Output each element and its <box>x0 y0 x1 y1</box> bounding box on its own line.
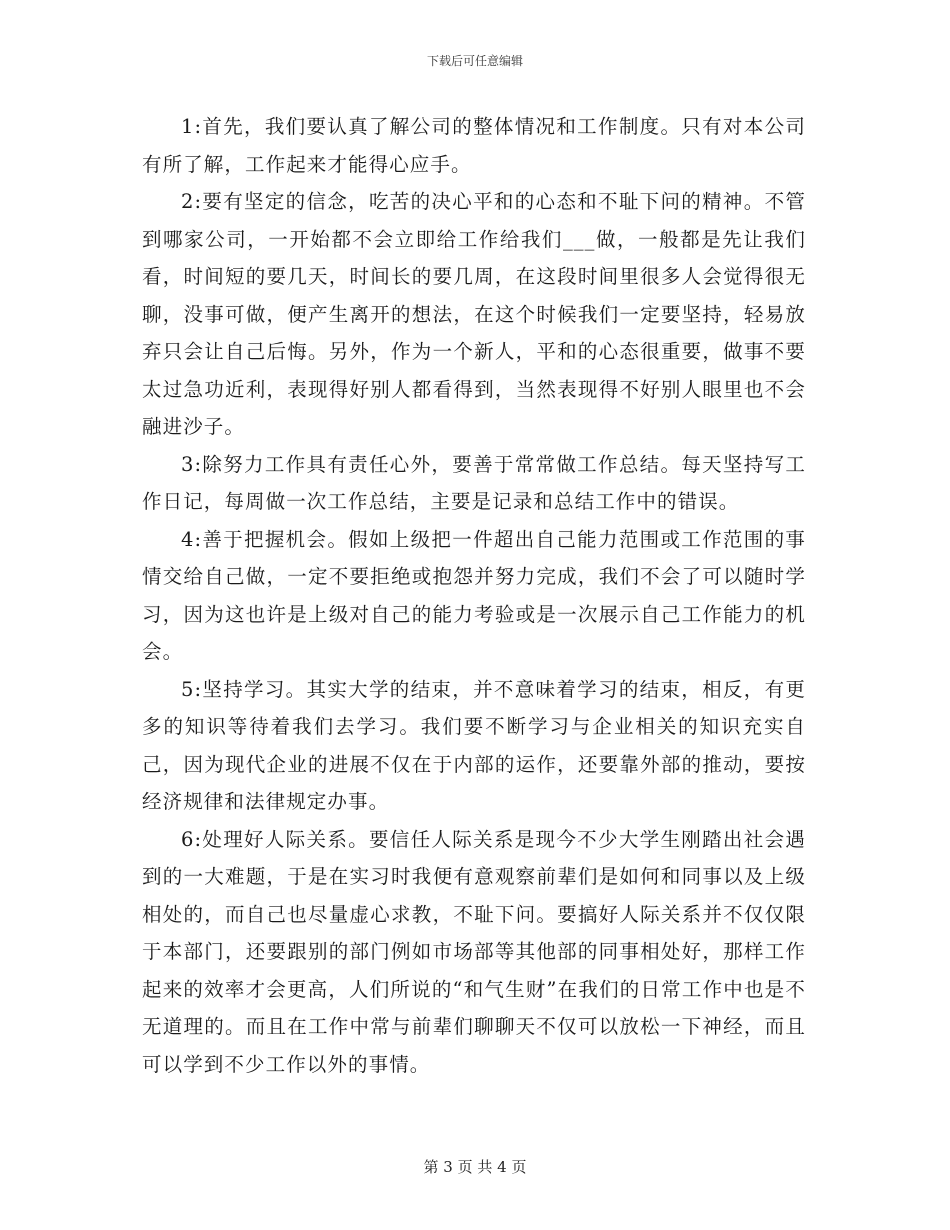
paragraph-2: 2:要有坚定的信念，吃苦的决心平和的心态和不耻下问的精神。不管到哪家公司，一开始都不会立即给工作给我们___做，一般都是先让我们看，时间短的要几天，时间长的要几周，在这段时间里很多人会觉得很无聊，没事可做，便产生离开的想法，在这个时候我们一定要坚持，轻易放弃只会让自己后悔。另外，作为一个新人，平和的心态很重要，做事不要太过急功近利，表现得好别人都看得到，当然表现得不好别人眼里也不会融进沙子。 <box>142 190 806 438</box>
paragraph-1: 1:首先，我们要认真了解公司的整体情况和工作制度。只有对本公司有所了解，工作起来才能得心应手。 <box>142 115 806 176</box>
paragraph-3: 3:除努力工作具有责任心外，要善于常常做工作总结。每天坚持写工作日记，每周做一次工作总结，主要是记录和总结工作中的错误。 <box>142 452 806 513</box>
document-body <box>142 108 806 1083</box>
paragraph-4: 4:善于把握机会。假如上级把一件超出自己能力范围或工作范围的事情交给自己做，一定不要拒绝或抱怨并努力完成，我们不会了可以随时学习，因为这也许是上级对自己的能力考验或是一次展示自己工作能力的机会。 <box>142 527 806 663</box>
page-number-footer: 第 3 页 共 4 页 <box>423 1158 527 1176</box>
paragraph-6: 6:处理好人际关系。要信任人际关系是现今不少大学生刚踏出社会遇到的一大难题，于是在实习时我便有意观察前辈们是如何和同事以及上级相处的，而自己也尽量虚心求教，不耻下问。要搞好人际关系并不仅仅限于本部门，还要跟别的部门例如市场部等其他部的同事相处好，那样工作起来的效率才会更高，人们所说的“和气生财”在我们的日常工作中也是不无道理的。而且在工作中常与前辈们聊聊天不仅可以放松一下神经，而且可以学到不少工作以外的事情。 <box>142 827 806 1076</box>
page-header: 下载后可任意编辑 <box>426 54 523 68</box>
paragraph-5: 5:坚持学习。其实大学的结束，并不意味着学习的结束，相反，有更多的知识等待着我们去学习。我们要不断学习与企业相关的知识充实自己，因为现代企业的进展不仅在于内部的运作，还要靠外部的推动，要按经济规律和法律规定办事。 <box>142 677 806 813</box>
